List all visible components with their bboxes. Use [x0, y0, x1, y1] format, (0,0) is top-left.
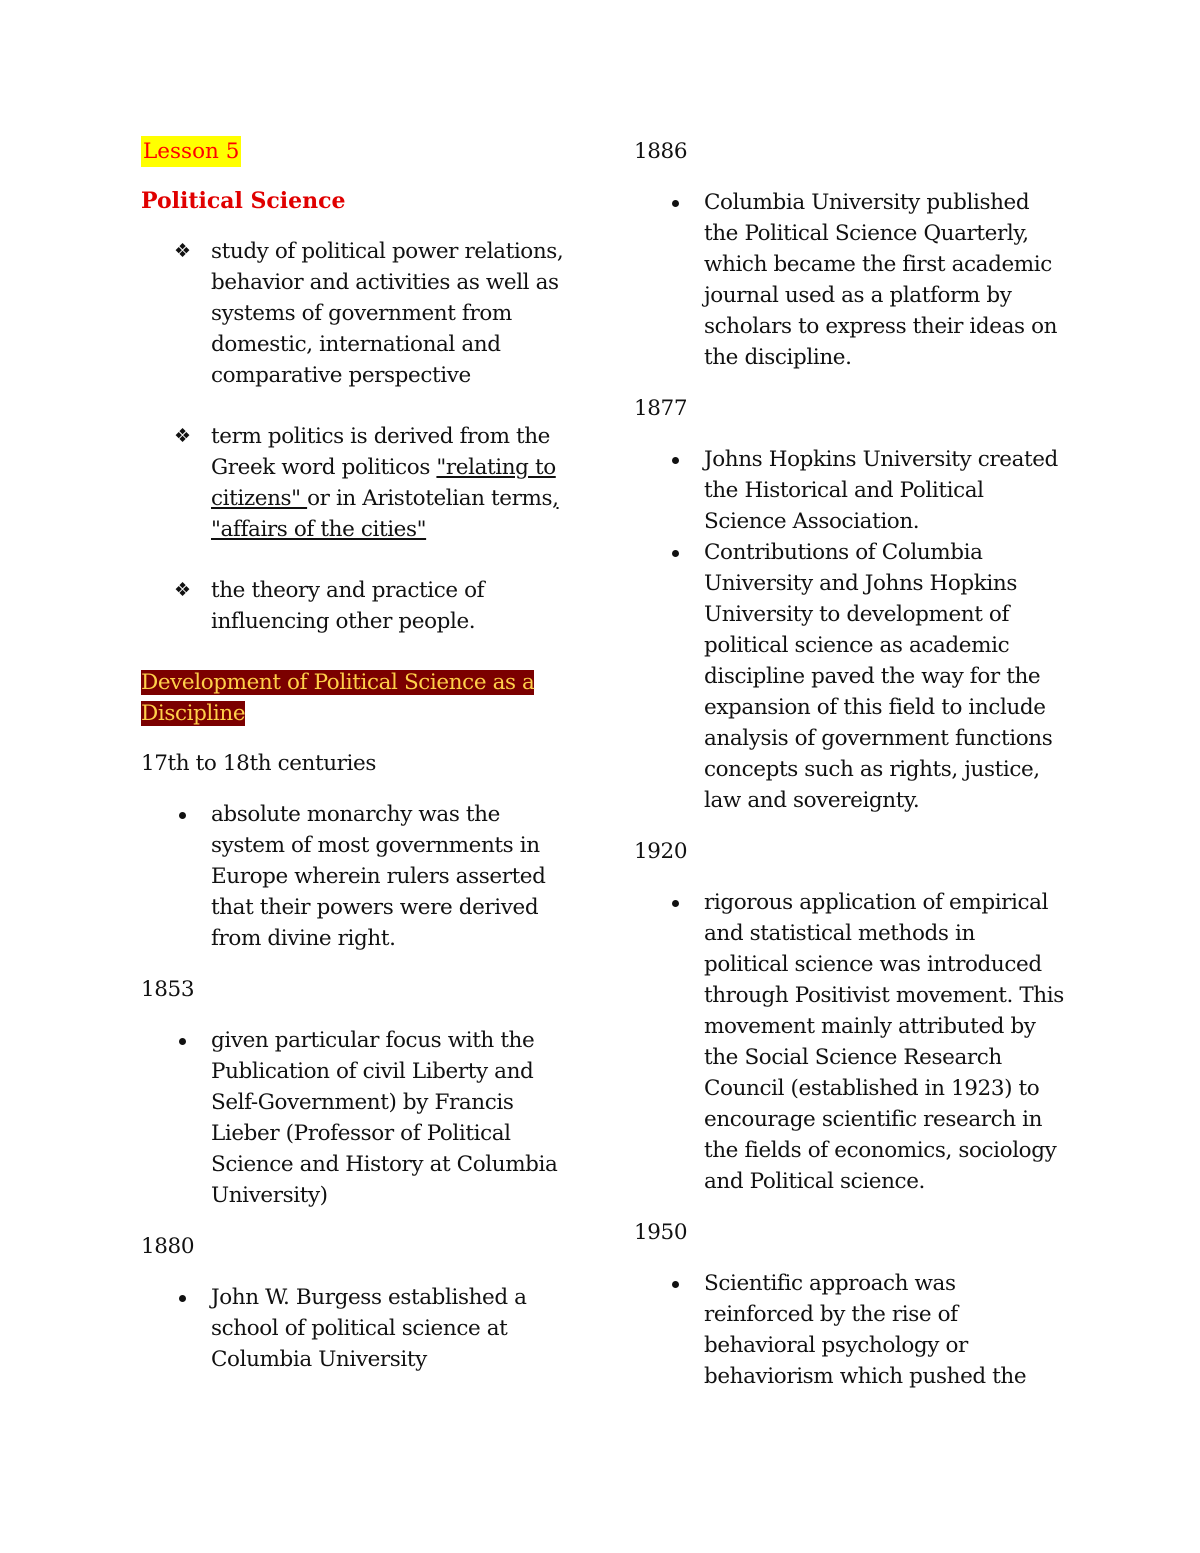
list-item: [141, 1282, 571, 1375]
underlined-comma: ,: [552, 486, 559, 511]
timeline-list: [141, 799, 571, 954]
list-item: [141, 421, 571, 545]
year-heading: 1853: [141, 977, 195, 1002]
bullet-dot-icon: [179, 1295, 186, 1302]
list-item: [634, 887, 1064, 1197]
year-heading: 1950: [634, 1220, 688, 1245]
diamond-bullet-icon: ❖: [174, 579, 191, 601]
bullet-dot-icon: [179, 812, 186, 819]
year-heading: 17th to 18th centuries: [141, 751, 376, 776]
list-item: [634, 537, 1064, 816]
timeline-list: [634, 187, 1064, 373]
item-text: John W. Burgess established a school of political science at Columbia University: [211, 1285, 527, 1372]
lesson-label: Lesson 5: [141, 136, 241, 167]
list-item: [141, 575, 571, 637]
bullet-dot-icon: [672, 457, 679, 464]
definition-text: the theory and practice of influencing other people.: [211, 578, 485, 634]
definition-list: [141, 236, 571, 637]
item-text: Johns Hopkins University created the Historical and Political Science Association.: [704, 447, 1058, 534]
definition-text: study of political power relations, behavior and activities as well as systems of government from domestic, international and comparative perspective: [211, 239, 564, 388]
year-heading: 1920: [634, 839, 688, 864]
definition-text: term politics is derived from the Greek word politicos: [211, 424, 551, 480]
item-text: given particular focus with the Publication of civil Liberty and Self-Government) by Francis Lieber (Professor of Political Science and History at Columbia University): [211, 1028, 558, 1208]
section-heading: Development of Political Science as a Discipline: [141, 670, 535, 726]
timeline-list: [141, 1025, 571, 1211]
list-item: [634, 444, 1064, 537]
item-text: Scientific approach was reinforced by the rise of behavioral psychology or behaviorism which pushed the: [704, 1271, 1027, 1389]
bullet-dot-icon: [179, 1038, 186, 1045]
right-column: [634, 136, 1064, 1412]
list-item: [634, 1268, 1064, 1392]
definition-text: or in Aristotelian terms: [307, 486, 553, 511]
page-title: Political Science: [141, 188, 346, 214]
underlined-quote: "relating to citizens": [211, 455, 556, 511]
timeline-list: [634, 887, 1064, 1197]
bullet-dot-icon: [672, 1281, 679, 1288]
list-item: [141, 236, 571, 391]
timeline-list: [141, 1282, 571, 1375]
timeline-list: [634, 444, 1064, 816]
diamond-bullet-icon: ❖: [174, 240, 191, 262]
list-item: [141, 799, 571, 954]
list-item: [634, 187, 1064, 373]
bullet-dot-icon: [672, 550, 679, 557]
item-text: Contributions of Columbia University and Johns Hopkins University to development of political science as academic discipline paved the way for the expansion of this field to include analysis of government functions concepts such as rights, justice, law and sovereignty.: [704, 540, 1053, 813]
list-item: [141, 1025, 571, 1211]
item-text: absolute monarchy was the system of most governments in Europe wherein rulers asserted that their powers were derived from divine right.: [211, 802, 546, 951]
section-heading-block: [141, 667, 541, 729]
timeline-list: [634, 1268, 1064, 1392]
underlined-quote: "affairs of the cities": [211, 517, 427, 542]
diamond-bullet-icon: ❖: [174, 425, 191, 447]
year-heading: 1886: [634, 139, 688, 164]
item-text: Columbia University published the Political Science Quarterly, which became the first academic journal used as a platform by scholars to express their ideas on the discipline.: [704, 190, 1058, 370]
bullet-dot-icon: [672, 900, 679, 907]
bullet-dot-icon: [672, 200, 679, 207]
year-heading: 1880: [141, 1234, 195, 1259]
year-heading: 1877: [634, 396, 688, 421]
left-column: [141, 136, 571, 1395]
item-text: rigorous application of empirical and statistical methods in political science was introduced through Positivist movement. This movement mainly attributed by the Social Science Research Council (established in 1923) to encourage scientific research in the fields of economics, sociology and Political science.: [704, 890, 1064, 1194]
